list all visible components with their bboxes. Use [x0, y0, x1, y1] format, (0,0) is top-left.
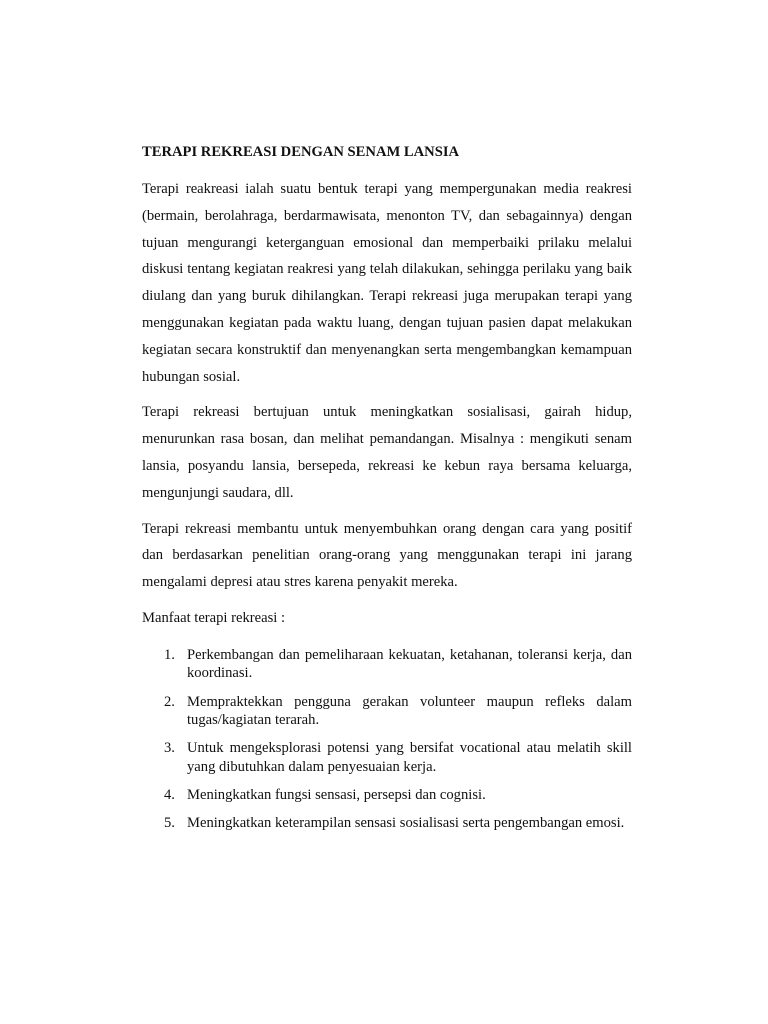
list-item	[142, 814, 632, 833]
list-item	[142, 739, 632, 776]
list-number: 4.	[164, 787, 175, 804]
benefits-list	[142, 646, 632, 833]
list-item	[142, 646, 632, 683]
list-item-text: Mempraktekkan pengguna gerakan volunteer maupun refleks dalam tugas/kagiatan terarah.	[187, 693, 632, 729]
paragraph-purpose: Terapi rekreasi bertujuan untuk meningkatkan sosialisasi, gairah hidup, menurunkan rasa bosan, dan melihat pemandangan. Misalnya : mengikuti senam lansia, posyandu lansia, bersepeda, rekreasi ke kebun raya bersama keluarga, mengunjungi saudara, dll.	[142, 404, 632, 501]
list-item-text: Meningkatkan keterampilan sensasi sosialisasi serta pengembangan emosi.	[187, 815, 625, 832]
document-body	[142, 143, 632, 842]
list-item-text: Untuk mengeksplorasi potensi yang bersifat vocational atau melatih skill yang dibutuhkan dalam penyesuaian kerja.	[187, 740, 632, 775]
list-number: 2.	[164, 693, 175, 710]
list-number: 1.	[164, 646, 175, 663]
list-item	[142, 786, 632, 805]
list-item	[142, 693, 632, 730]
document-title: TERAPI REKREASI DENGAN SENAM LANSIA	[142, 144, 460, 160]
paragraph-benefit-research: Terapi rekreasi membantu untuk menyembuhkan orang dengan cara yang positif dan berdasarkan penelitian orang-orang yang menggunakan terapi ini jarang mengalami depresi atau stres karena penyakit mereka.	[142, 520, 632, 591]
list-number: 3.	[164, 740, 175, 757]
list-heading: Manfaat terapi rekreasi :	[142, 609, 286, 626]
list-item-text: Perkembangan dan pemeliharaan kekuatan, ketahanan, toleransi kerja, dan koordinasi.	[187, 646, 632, 682]
list-item-text: Meningkatkan fungsi sensasi, persepsi dan cognisi.	[187, 787, 486, 804]
list-number: 5.	[164, 815, 175, 832]
paragraph-definition: Terapi reakreasi ialah suatu bentuk terapi yang mempergunakan media reakresi (bermain, berolahraga, berdarmawisata, menonton TV, dan sebagainnya) dengan tujuan mengurangi keterganguan emosional dan memperbaiki prilaku melalui diskusi tentang kegiatan reakresi yang telah dilakukan, sehingga perilaku yang baik diulang dan yang buruk dihilangkan. Terapi rekreasi juga merupakan terapi yang menggunakan kegiatan pada waktu luang, dengan tujuan pasien dapat melakukan kegiatan secara konstruktif dan menyenangkan serta mengembangkan kemampuan hubungan sosial.	[142, 181, 632, 385]
